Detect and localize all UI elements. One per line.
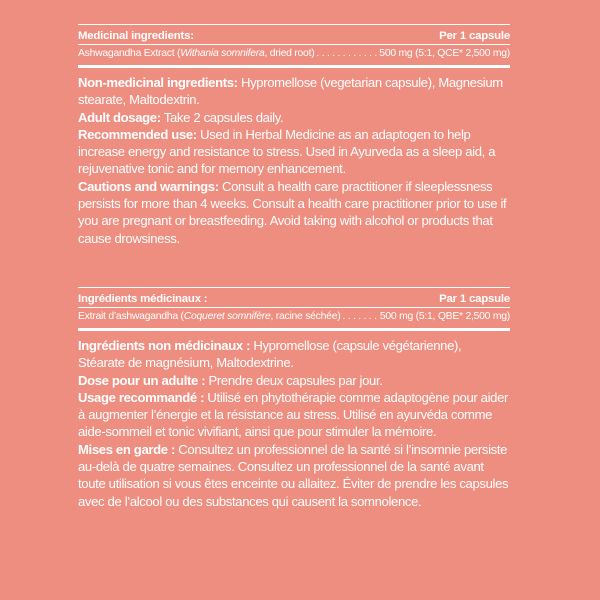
recommended-use-text: Utilisé en phytothérapie comme adaptogène pour aider à augmenter l’énergie et la résistance au stress. Utilisé en ayurvéda comme aide-sommeil et tonic vivifiant, ainsi que pour stimuler la mémoire. xyxy=(78,389,509,440)
dosage-paragraph xyxy=(78,372,510,389)
per-capsule-label: Per 1 capsule xyxy=(439,30,510,42)
french-body xyxy=(78,337,510,510)
medicinal-ingredients-label: Ingrédients médicinaux : xyxy=(78,293,208,305)
cautions-paragraph xyxy=(78,178,510,247)
english-label-panel xyxy=(78,24,510,247)
recommended-use-label: Recommended use: xyxy=(78,126,197,142)
top-rule xyxy=(78,287,510,288)
cautions-text: Consultez un professionnel de la santé si l’insomnie persiste au-delà de quatre semaines. Consultez un professionnel de la santé avant toute utilisation si vous êtes enceinte ou allaitez. Éviter de prendre les capsules avec de l’alcool ou des substances qui causent la somnolence. xyxy=(78,441,509,509)
ingredient-amount: 500 mg (5:1, QCE* 2,500 mg) xyxy=(379,48,510,59)
dosage-label: Dose pour un adulte : xyxy=(78,372,206,388)
cautions-label: Mises en garde : xyxy=(78,441,176,457)
dosage-label: Adult dosage: xyxy=(78,109,161,125)
recommended-use-paragraph xyxy=(78,389,510,441)
dosage-text: Take 2 capsules daily. xyxy=(160,109,284,125)
ingredient-latin-name: Withania somnifera xyxy=(180,48,265,59)
nonmedicinal-text: Hypromellose (capsule végétarienne), Stéarate de magnésium, Maltodextrine. xyxy=(78,338,462,371)
section-rule xyxy=(78,65,510,68)
nonmedicinal-label: Non-medicinal ingredients: xyxy=(78,75,238,90)
section-rule xyxy=(78,328,510,331)
ingredient-row xyxy=(78,47,510,61)
top-rule xyxy=(78,24,510,25)
nonmedicinal-paragraph xyxy=(78,337,510,372)
ingredient-amount: 500 mg (5:1, QBE* 2,500 mg) xyxy=(379,311,510,322)
nonmedicinal-paragraph xyxy=(78,74,510,109)
english-body xyxy=(78,74,510,247)
nonmedicinal-label: Ingrédients non médicinaux : xyxy=(78,338,251,353)
medicinal-header-row xyxy=(78,29,510,44)
ingredient-description: Extrait d’ashwagandha (Coqueret somnifère, racine séchée) xyxy=(78,311,341,322)
ingredient-latin-name: Coqueret somnifère xyxy=(183,311,271,322)
nonmedicinal-text: Hypromellose (vegetarian capsule), Magnesium stearate, Maltodextrin. xyxy=(78,75,503,108)
header-rule xyxy=(78,307,510,308)
cautions-text: Consult a health care practitioner if sleeplessness persists for more than 4 weeks. Consult a health care practitioner prior to use if you are pregnant or breastfeeding. Avoid taking with alcohol or products that cause drowsiness. xyxy=(78,178,507,246)
french-label-panel xyxy=(78,287,510,510)
recommended-use-label: Usage recommandé : xyxy=(78,389,205,405)
cautions-label: Cautions and warnings: xyxy=(78,178,219,194)
dosage-paragraph xyxy=(78,109,510,126)
cautions-paragraph xyxy=(78,441,510,510)
dot-leader xyxy=(342,310,377,324)
ingredient-row xyxy=(78,310,510,324)
dosage-text: Prendre deux capsules par jour. xyxy=(205,372,383,388)
per-capsule-label: Par 1 capsule xyxy=(439,293,510,305)
medicinal-header-row xyxy=(78,292,510,307)
ingredient-description: Ashwagandha Extract (Withania somnifera, dried root) xyxy=(78,48,315,59)
dot-leader xyxy=(316,47,377,61)
recommended-use-text: Used in Herbal Medicine as an adaptogen to help increase energy and resistance to stress. Used in Ayurveda as a sleep aid, a rejuvenative tonic and for memory enhancement. xyxy=(78,126,496,177)
medicinal-ingredients-label: Medicinal ingredients: xyxy=(78,30,194,42)
header-rule xyxy=(78,44,510,45)
recommended-use-paragraph xyxy=(78,126,510,178)
